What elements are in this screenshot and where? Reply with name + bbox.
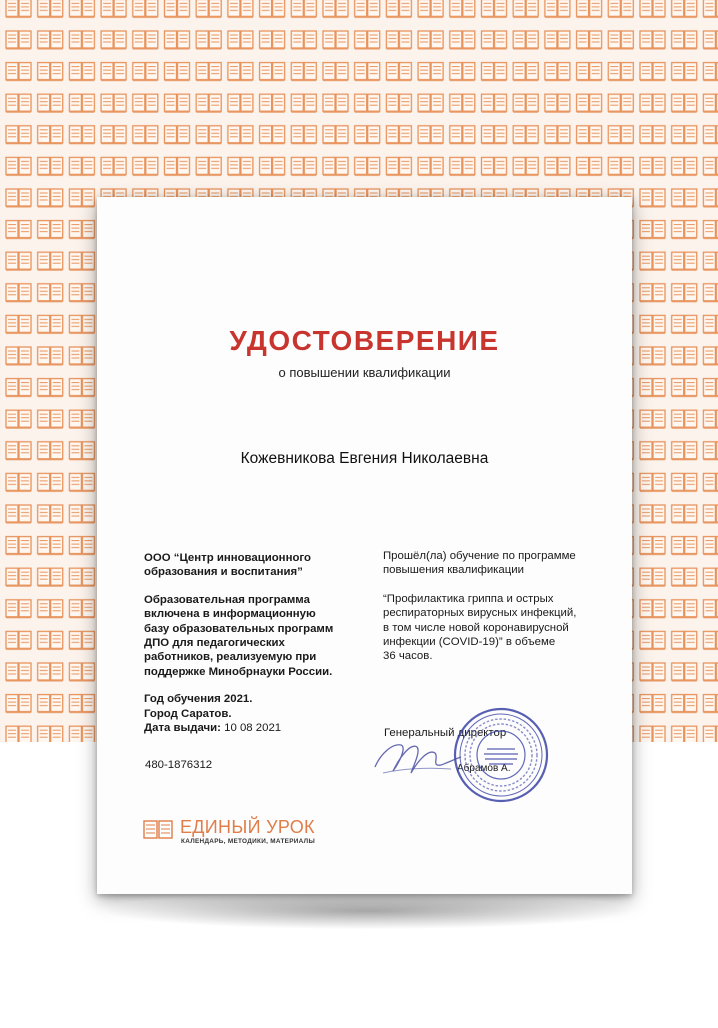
city: Город Саратов.: [144, 707, 232, 720]
issue-date: 10 08 2021: [220, 722, 282, 735]
logo-tagline: КАЛЕНДАРЬ, МЕТОДИКИ, МАТЕРИАЛЫ: [181, 838, 316, 845]
certificate-title: УДОСТОВЕРЕНИЕ: [229, 325, 500, 356]
book-icon: [143, 819, 173, 841]
course-text: “Профилактика гриппа и острых респираторных вирусных инфекций, в том числе новой коронавирусной инфекции (COVID-19)” в объеме 36 часов.: [383, 592, 577, 663]
issuer-info: [144, 551, 364, 735]
certificate-subtitle: о повышении квалификации: [278, 365, 451, 380]
brand-logo: [143, 817, 383, 843]
training-text: Прошёл(ла) обучение по программе повышения квалификации: [383, 550, 576, 577]
official-stamp: [451, 705, 551, 805]
program-note: Образовательная программа включена в информационную базу образовательных программ ДПО для педагогических работников, реализуемую при поддержке Минобрнауки России.: [144, 593, 334, 678]
director-name: Абрамов А.: [457, 763, 511, 774]
certificate-shadow: [108, 893, 628, 929]
certificate: [97, 197, 632, 894]
study-year: Год обучения 2021.: [144, 693, 253, 706]
director-signature: [371, 733, 463, 781]
recipient-name: Кожевникова Евгения Николаевна: [240, 450, 489, 467]
registration-number: 480-1876312: [145, 759, 213, 771]
organization-name: ООО “Центр инновационного образования и воспитания”: [144, 552, 311, 579]
logo-name: ЕДИНЫЙ УРОК: [180, 817, 315, 837]
course-info: [383, 549, 603, 664]
director-title: Генеральный директор: [384, 727, 507, 739]
issue-date-line: [144, 721, 364, 735]
issue-date-label: Дата выдачи:: [144, 722, 221, 735]
